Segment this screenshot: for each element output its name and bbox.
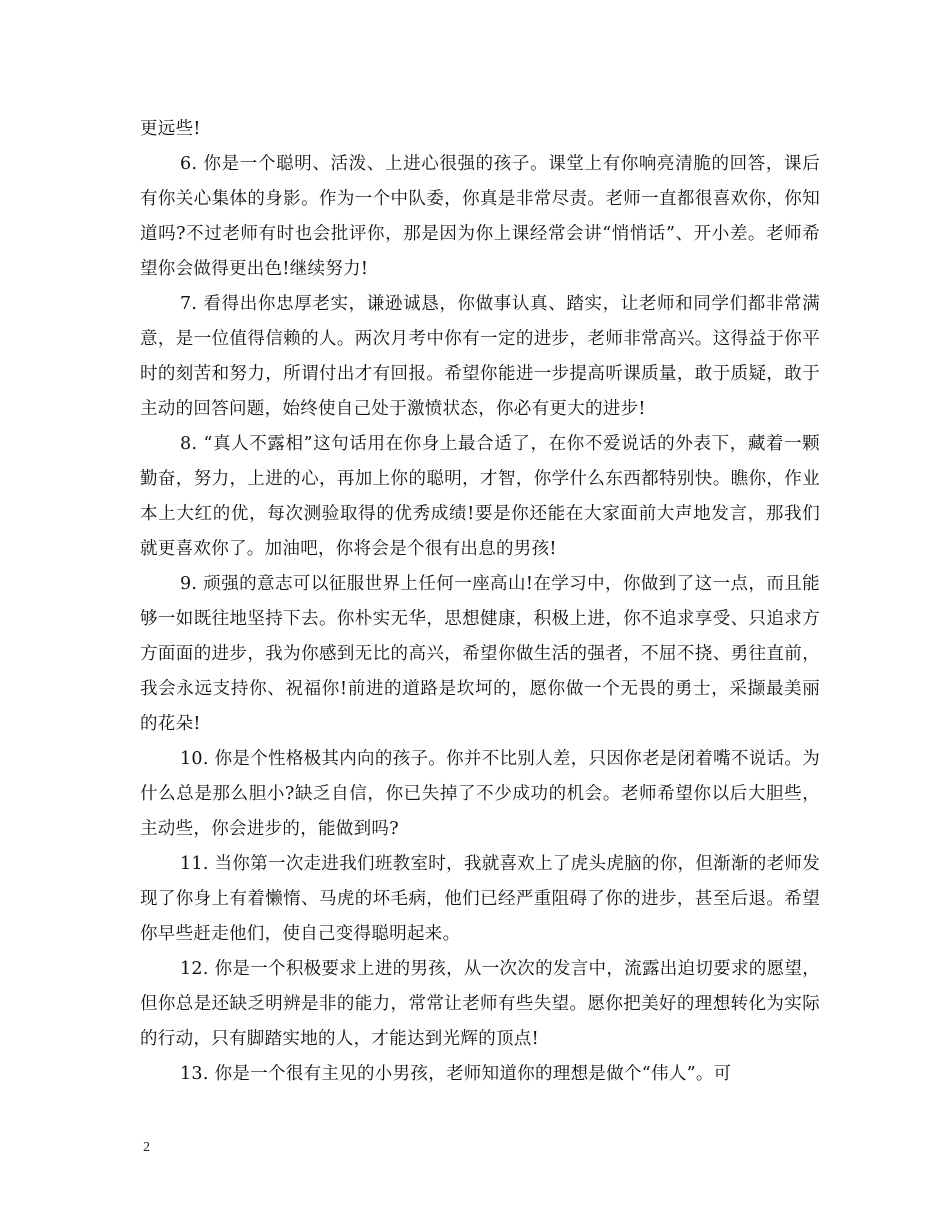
paragraph-item-10: 10. 你是个性格极其内向的孩子。你并不比别人差，只因你老是闭着嘴不说话。为什么总是那么胆小?缺乏自信，你已失掉了不少成功的机会。老师希望你以后大胆些，主动些，你会进步的，能做到吗? <box>140 749 820 839</box>
paragraph-item-7: 7. 看得出你忠厚老实，谦逊诚恳，你做事认真、踏实，让老师和同学们都非常满意，是一位值得信赖的人。两次月考中你有一定的进步，老师非常高兴。这得益于你平时的刻苦和努力，所谓付出才有回报。希望你能进一步提高听课质量，敢于质疑，敢于主动的回答问题，始终使自己处于激愤状态，你必有更大的进步! <box>140 294 820 419</box>
page-number: 2 <box>143 1140 150 1155</box>
document-body <box>140 112 820 1092</box>
paragraph-item-12: 12. 你是一个积极要求上进的男孩，从一次次的发言中，流露出迫切要求的愿望，但你总是还缺乏明辨是非的能力，常常让老师有些失望。愿你把美好的理想转化为实际的行动，只有脚踏实地的人，才能达到光辉的顶点! <box>140 959 820 1049</box>
paragraph-item-11: 11. 当你第一次走进我们班教室时，我就喜欢上了虎头虎脑的你，但渐渐的老师发现了你身上有着懒惰、马虎的坏毛病，他们已经严重阻碍了你的进步，甚至后退。希望你早些赶走他们，使自己变得聪明起来。 <box>140 854 820 944</box>
paragraph-item-6: 6. 你是一个聪明、活泼、上进心很强的孩子。课堂上有你响亮清脆的回答，课后有你关心集体的身影。作为一个中队委，你真是非常尽责。老师一直都很喜欢你，你知道吗?不过老师有时也会批评你，那是因为你上课经常会讲“悄悄话”、开小差。老师希望你会做得更出色!继续努力! <box>140 154 820 279</box>
paragraph-item-9: 9. 顽强的意志可以征服世界上任何一座高山!在学习中，你做到了这一点，而且能够一如既往地坚持下去。你朴实无华，思想健康，积极上进，你不追求享受、只追求方方面面的进步，我为你感到无比的高兴，希望你做生活的强者，不屈不挠、勇往直前，我会永远支持你、祝福你!前进的道路是坎坷的，愿你做一个无畏的勇士，采撷最美丽的花朵! <box>140 574 820 734</box>
paragraph-item-13: 13. 你是一个很有主见的小男孩，老师知道你的理想是做个“伟人”。可 <box>180 1064 732 1084</box>
paragraph-continuation: 更远些! <box>140 119 201 139</box>
paragraph-item-8: 8. “真人不露相”这句话用在你身上最合适了，在你不爱说话的外表下，藏着一颗勤奋，努力，上进的心，再加上你的聪明，才智，你学什么东西都特别快。瞧你，作业本上大红的优，每次测验取得的优秀成绩!要是你还能在大家面前大声地发言，那我们就更喜欢你了。加油吧，你将会是个很有出息的男孩! <box>140 434 820 559</box>
